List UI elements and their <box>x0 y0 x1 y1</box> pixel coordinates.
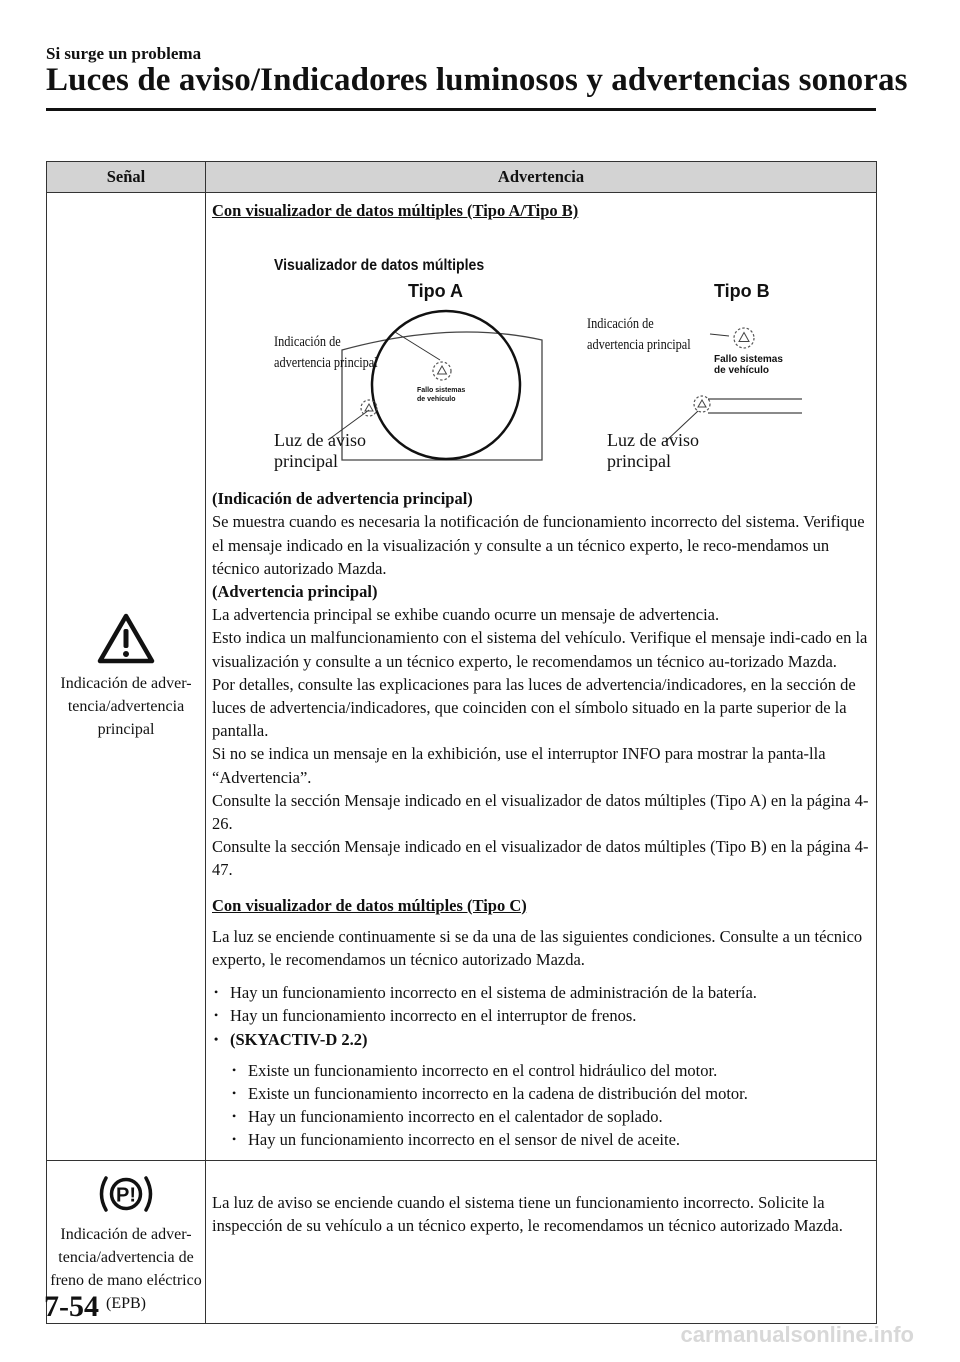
heading-master-warning: (Advertencia principal) <box>212 582 378 602</box>
paragraph: Esto indica un malfuncionamiento con el sistema del vehículo. Verifique el mensaje indi-cado en la visualización y consulte a un técnico experto, le recomendamos un técnico au-torizado Mazda. <box>212 628 868 671</box>
callout-line: principal <box>607 451 671 472</box>
fallo-line: Fallo sistemas <box>417 387 466 395</box>
label-tipo-a: Tipo A <box>408 281 463 302</box>
signal-caption: Indicación de adver-tencia/advertencia de freno de mano eléctrico (EPB) <box>50 1225 202 1312</box>
section-label: Si surge un problema <box>46 44 202 63</box>
fallo-label-a <box>417 386 465 404</box>
paragraph: Consulte la sección Mensaje indicado en el visualizador de datos múltiples (Tipo A) en la página 4-26. <box>212 790 869 834</box>
label-tipo-b: Tipo B <box>714 281 770 302</box>
column-header-signal: Señal <box>47 162 206 193</box>
subheading-type-c: Con visualizador de datos múltiples (Tipo C) <box>212 895 527 915</box>
fallo-line: de vehículo <box>714 365 770 377</box>
heading-master-indication: (Indicación de advertencia principal) <box>212 489 473 509</box>
table-row-master-warning <box>47 193 877 1161</box>
figure-title: Visualizador de datos múltiples <box>274 257 485 275</box>
page-title: Luces de aviso/Indicadores luminosos y advertencias sonoras <box>46 62 908 98</box>
list-item: • Hay un funcionamiento incorrecto en el calentador de soplado. <box>230 1105 870 1128</box>
callout-line: Luz de aviso <box>274 430 366 451</box>
condition-list <box>212 981 870 1051</box>
table-header-row <box>47 162 877 193</box>
table-row-epb-warning <box>47 1160 877 1323</box>
fallo-line: Fallo sistemas <box>714 354 783 366</box>
paragraph: La luz de aviso se enciende cuando el sistema tiene un funcionamiento incorrecto. Solicite la inspección de su vehículo a un técnico experto, le recomendamos un técnico autorizado Mazda. <box>212 1192 843 1235</box>
callout-master-light-b <box>607 430 699 472</box>
column-header-warning: Advertencia <box>206 162 877 193</box>
subheading-type-ab: Con visualizador de datos múltiples (Tipo A/Tipo B) <box>212 201 579 220</box>
list-item: • Existe un funcionamiento incorrecto en el control hidráulico del motor. <box>230 1059 870 1082</box>
page-number: 7-54 <box>44 1290 99 1323</box>
description-cell <box>206 1160 877 1323</box>
paragraph: Consulte la sección Mensaje indicado en el visualizador de datos múltiples (Tipo B) en la página 4-47. <box>212 837 869 880</box>
callout-line: Indicación de <box>587 316 654 333</box>
parking-brake-warning-icon <box>94 1171 158 1217</box>
callout-line: Luz de aviso <box>607 430 699 451</box>
description-cell <box>206 193 877 1161</box>
list-item: • Hay un funcionamiento incorrecto en el sensor de nivel de aceite. <box>230 1128 870 1151</box>
list-item: • Hay un funcionamiento incorrecto en el sistema de administración de la batería. <box>212 981 870 1004</box>
list-item: • (SKYACTIV-D 2.2) <box>212 1028 870 1051</box>
fallo-label-b <box>714 354 783 376</box>
title-rule <box>46 108 876 111</box>
callout-master-indication-a <box>274 332 378 374</box>
callout-master-indication-b <box>587 314 691 356</box>
display-figure <box>212 222 870 487</box>
paragraph: Se muestra cuando es necesaria la notificación de funcionamiento incorrecto del sistema. Verifique el mensaje indicado en la visualización y consulte a un técnico experto, le reco-mendamos un técnico autorizado Mazda. <box>212 512 865 578</box>
warning-table <box>46 161 877 1324</box>
warning-triangle-icon <box>96 612 156 666</box>
list-item: • Existe un funcionamiento incorrecto en la cadena de distribución del motor. <box>230 1082 870 1105</box>
paragraph: La advertencia principal se exhibe cuando ocurre un mensaje de advertencia. <box>212 605 720 625</box>
callout-line: Indicación de <box>274 334 341 351</box>
paragraph: Por detalles, consulte las explicaciones para las luces de advertencia/indicadores, en la sección de luces de advertencia/indicadores, que coinciden con el símbolo situado en la parte superior de la pantalla. <box>212 674 856 741</box>
skyactiv-condition-list <box>230 1059 870 1152</box>
callout-master-light-a <box>274 430 366 472</box>
paragraph: Si no se indica un mensaje en la exhibición, use el interruptor INFO para mostrar la panta-lla “Advertencia”. <box>212 744 826 787</box>
fallo-line: de vehículo <box>417 396 456 404</box>
paragraph: La luz se enciende continuamente si se da una de las siguientes condiciones. Consulte a un técnico experto, le recomendamos un técnico autorizado Mazda. <box>212 926 863 970</box>
watermark: carmanualsonline.info <box>680 1322 914 1347</box>
callout-line: advertencia principal <box>274 355 378 372</box>
signal-caption: Indicación de adver-tencia/advertencia principal <box>60 674 192 738</box>
signal-cell <box>47 193 206 1161</box>
callout-line: advertencia principal <box>587 337 691 354</box>
list-item: • Hay un funcionamiento incorrecto en el interruptor de frenos. <box>212 1004 870 1027</box>
callout-line: principal <box>274 451 338 472</box>
parking-brake-icon-text: P! <box>116 1184 136 1207</box>
